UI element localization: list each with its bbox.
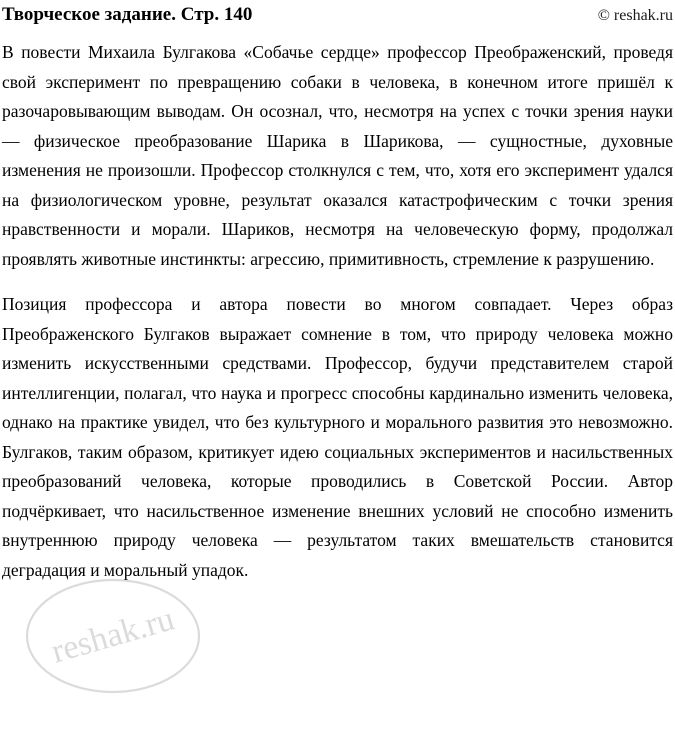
document-body bbox=[2, 38, 673, 585]
watermark-text: reshak.ru bbox=[47, 600, 179, 671]
page-header bbox=[2, 4, 673, 26]
site-credit: © reshak.ru bbox=[597, 7, 673, 24]
watermark bbox=[8, 566, 218, 706]
paragraph: Позиция профессора и автора повести во многом совпадает. Через образ Преображенского Булгаков выражает сомнение в том, что природу человека можно изменить искусственными средствами. Профессор, будучи представителем старой интеллигенции, полагал, что наука и прогресс способны кардинально изменить человека, однако на практике увидел, что без культурного и морального развития это невозможно. Булгаков, таким образом, критикует идею социальных экспериментов и насильственных преобразований человека, которые проводились в Советской России. Автор подчёркивает, что насильственное изменение внешних условий не способно изменить внутреннюю природу человека — результатом таких вмешательств становится деградация и моральный упадок. bbox=[2, 294, 673, 580]
page-title: Творческое задание. Стр. 140 bbox=[2, 4, 253, 25]
paragraph: В повести Михаила Булгакова «Собачье сердце» профессор Преображенский, проведя свой эксперимент по превращению собаки в человека, в конечном итоге пришёл к разочаровывающим выводам. Он осознал, что, несмотря на успех с точки зрения науки — физическое преобразование Шарика в Шарикова, — сущностные, духовные изменения не произошли. Профессор столкнулся с тем, что, хотя его эксперимент удался на физиологическом уровне, результат оказался катастрофическим с точки зрения нравственности и морали. Шариков, несмотря на человеческую форму, продолжал проявлять животные инстинкты: агрессию, примитивность, стремление к разрушению. bbox=[2, 42, 673, 269]
